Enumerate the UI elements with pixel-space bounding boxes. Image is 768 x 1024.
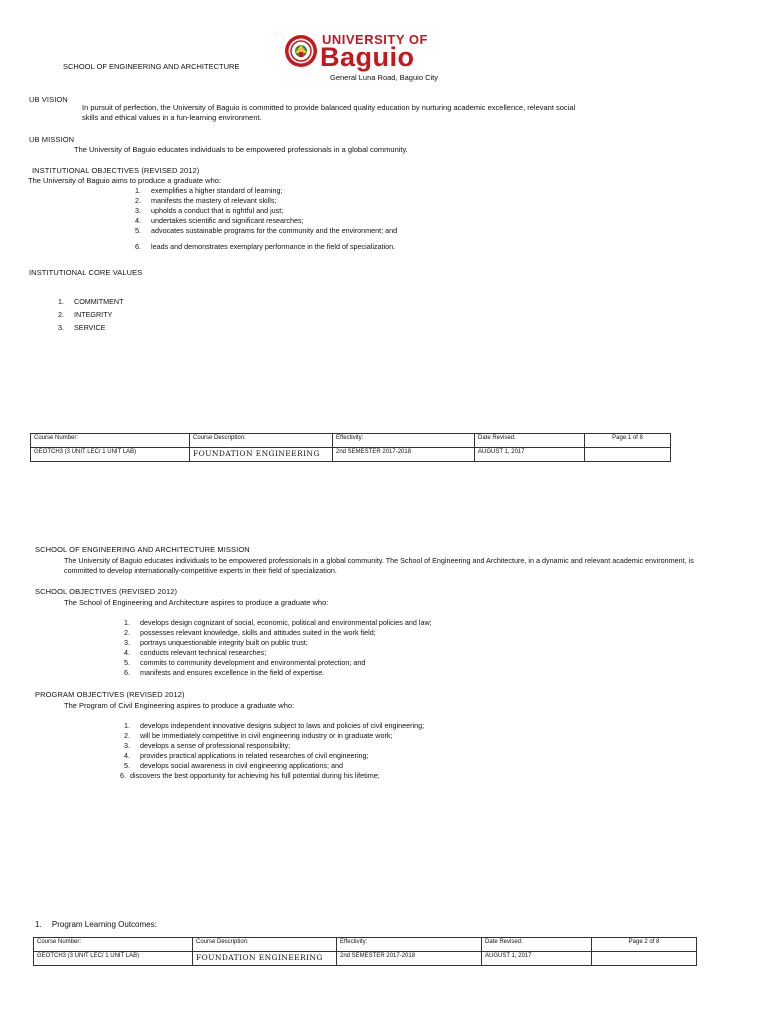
date-revised-label: Date Revised:	[475, 434, 585, 448]
university-address: General Luna Road, Baguio City	[330, 73, 438, 82]
list-item: 4. undertakes scientific and significant researches;	[135, 216, 304, 225]
effectivity-label: Effectivity:	[337, 938, 482, 952]
program-objectives-heading: PROGRAM OBJECTIVES (REVISED 2012)	[35, 690, 185, 699]
list-item: 5. develops social awareness in civil engineering applications; and	[124, 761, 343, 770]
sea-mission-text-line1: The University of Baguio educates individuals to be empowered professionals in a global community. The School of Engineering and Architecture, in a dynamic and relevant academic environment, is	[64, 556, 694, 565]
list-item: 1. exemplifies a higher standard of learning;	[135, 186, 283, 195]
page-number: Page 2 of 8	[592, 938, 697, 952]
course-description-value: FOUNDATION ENGINEERING	[193, 952, 337, 966]
list-item: 3. develops a sense of professional responsibility;	[124, 741, 291, 750]
institutional-objectives-intro: The University of Baguio aims to produce a graduate who:	[28, 176, 222, 185]
vision-text-line2: skills and ethical values in a fun-learning environment.	[82, 113, 262, 122]
list-item: 5. advocates sustainable programs for the community and the environment; and	[135, 226, 398, 235]
core-values-list	[58, 295, 124, 334]
sea-mission-heading: SCHOOL OF ENGINEERING AND ARCHITECTURE MISSION	[35, 545, 250, 554]
institutional-objectives-heading: INSTITUTIONAL OBJECTIVES (REVISED 2012)	[32, 166, 200, 175]
page-number: Page 1 of 8	[585, 434, 671, 448]
school-objectives-intro: The School of Engineering and Architecture aspires to produce a graduate who:	[64, 598, 329, 607]
learning-outcomes-heading	[35, 920, 157, 930]
course-number-value: GEOTCH3 (3 UNIT LEC/ 1 UNIT LAB)	[34, 952, 193, 966]
program-objectives-list	[120, 721, 425, 781]
course-info-table-page1	[30, 433, 671, 462]
list-item: 3. upholds a conduct that is rightful and just;	[135, 206, 284, 215]
logo-text-baguio: Baguio	[320, 42, 415, 72]
mission-heading: UB MISSION	[29, 135, 75, 144]
course-number-label: Course Number:	[31, 434, 190, 448]
learning-outcomes-title: Program Learning Outcomes:	[51, 920, 157, 929]
date-revised-value: AUGUST 1, 2017	[482, 952, 592, 966]
institutional-objectives-list	[135, 186, 397, 252]
list-item: 2. INTEGRITY	[58, 310, 113, 319]
vision-heading: UB VISION	[29, 95, 68, 104]
vision-text-line1: In pursuit of perfection, the University of Baguio is committed to provide balanced quality education by nurturing academic excellence, relevant social	[82, 103, 576, 112]
list-item: 2. will be immediately competitive in civil engineering industry or in graduate work;	[124, 731, 393, 740]
sea-mission-text-line2: committed to develop internationally-competitive experts in their field of specialization.	[64, 566, 337, 575]
table-row	[31, 448, 671, 462]
logo-text-university-of: UNIVERSITY OF	[322, 32, 428, 47]
table-row	[31, 434, 671, 448]
empty-cell	[592, 952, 697, 966]
course-description-label: Course Description:	[190, 434, 333, 448]
table-row	[34, 938, 697, 952]
mission-text: The University of Baguio educates individuals to be empowered professionals in a global community.	[74, 145, 408, 154]
course-info-table-page2	[33, 937, 697, 966]
list-item: 6. manifests and ensures excellence in the field of expertise.	[124, 668, 325, 677]
list-item: 1. develops design cognizant of social, economic, political and environmental policies and law;	[124, 618, 432, 627]
learning-outcomes-number: 1.	[35, 920, 42, 929]
effectivity-value: 2nd SEMESTER 2017-2018	[333, 448, 475, 462]
school-objectives-list	[124, 618, 432, 678]
list-item: 5. commits to community development and environmental protection; and	[124, 658, 366, 667]
university-logo	[284, 32, 429, 76]
course-description-label: Course Description:	[193, 938, 337, 952]
list-item: 4. conducts relevant technical researches;	[124, 648, 267, 657]
empty-cell	[585, 448, 671, 462]
course-description-value: FOUNDATION ENGINEERING	[190, 448, 333, 462]
school-name: SCHOOL OF ENGINEERING AND ARCHITECTURE	[63, 62, 240, 71]
university-seal-icon	[284, 34, 318, 68]
date-revised-value: AUGUST 1, 2017	[475, 448, 585, 462]
list-item: 1. develops independent innovative designs subject to laws and policies of civil engineering;	[124, 721, 425, 730]
list-item: 6. discovers the best opportunity for achieving his full potential during his lifetime;	[120, 771, 380, 780]
core-values-heading: INSTITUTIONAL CORE VALUES	[29, 268, 143, 277]
list-item: 1. COMMITMENT	[58, 297, 124, 306]
table-row	[34, 952, 697, 966]
list-item: 2. possesses relevant knowledge, skills and attitudes suited in the work field;	[124, 628, 376, 637]
course-number-value: GEOTCH3 (3 UNIT LEC/ 1 UNIT LAB)	[31, 448, 190, 462]
list-item: 3. SERVICE	[58, 323, 106, 332]
school-objectives-heading: SCHOOL OBJECTIVES (REVISED 2012)	[35, 587, 178, 596]
course-number-label: Course Number:	[34, 938, 193, 952]
list-item: 2. manifests the mastery of relevant skills;	[135, 196, 277, 205]
list-item: 3. portrays unquestionable integrity built on public trust;	[124, 638, 308, 647]
effectivity-label: Effectivity:	[333, 434, 475, 448]
program-objectives-intro: The Program of Civil Engineering aspires to produce a graduate who:	[64, 701, 295, 710]
list-item: 6. leads and demonstrates exemplary performance in the field of specialization.	[135, 242, 396, 251]
date-revised-label: Date Revised:	[482, 938, 592, 952]
effectivity-value: 2nd SEMESTER 2017-2018	[337, 952, 482, 966]
list-item: 4. provides practical applications in related researches of civil engineering;	[124, 751, 369, 760]
